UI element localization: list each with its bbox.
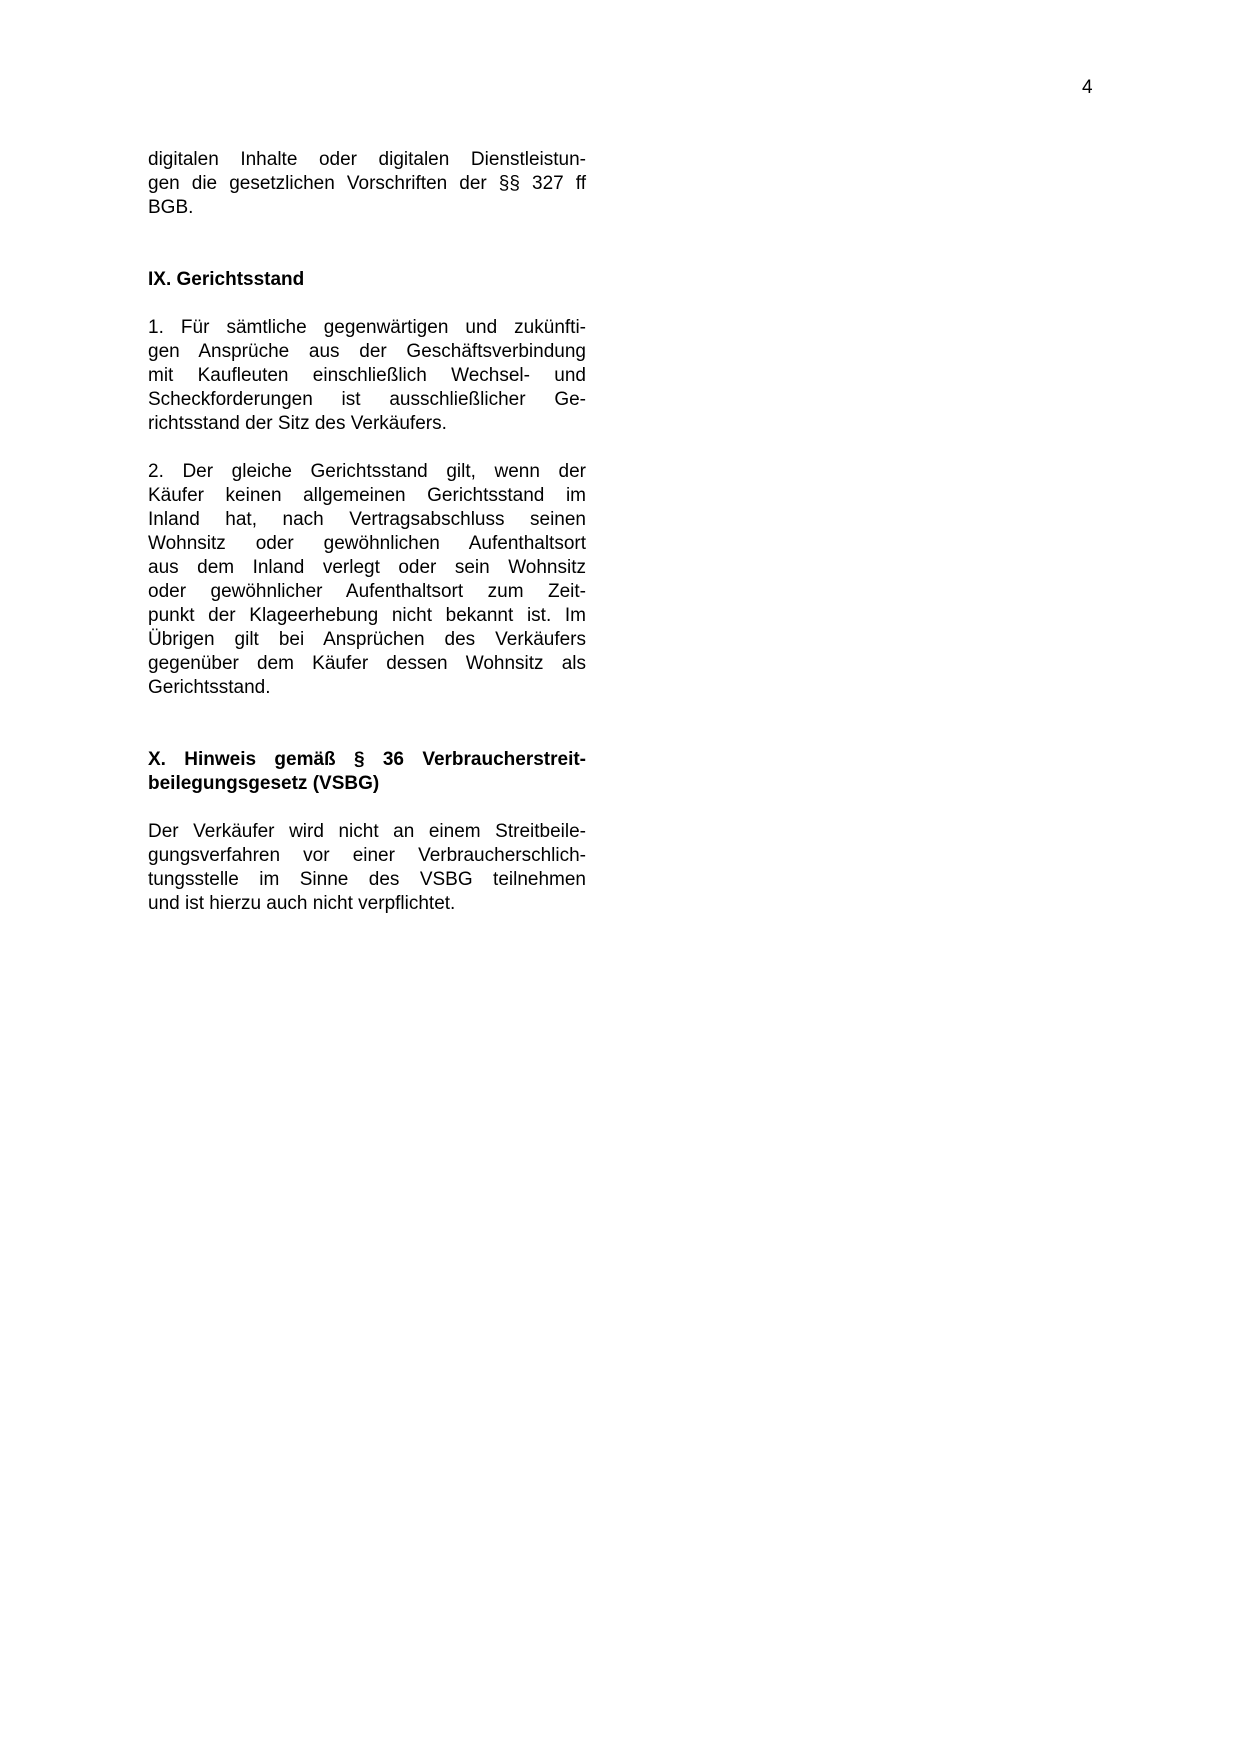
paragraph-line: Übrigen gilt bei Ansprüchen des Verkäufers	[148, 629, 586, 650]
paragraph-line: tungsstelle im Sinne des VSBG teilnehmen	[148, 869, 586, 890]
section-x-paragraph	[148, 820, 586, 916]
paragraph-line: Gerichtsstand.	[148, 677, 271, 698]
paragraph-line: aus dem Inland verlegt oder sein Wohnsitz	[148, 557, 586, 578]
section-ix-paragraph-1	[148, 316, 586, 436]
paragraph-line: gegenüber dem Käufer dessen Wohnsitz als	[148, 653, 586, 674]
section-ix-paragraph-2	[148, 460, 586, 700]
paragraph-line: Inland hat, nach Vertragsabschluss seinen	[148, 509, 586, 530]
continuation-paragraph	[148, 148, 586, 220]
paragraph-line: gen Ansprüche aus der Geschäftsverbindung	[148, 341, 586, 362]
paragraph-line: mit Kaufleuten einschließlich Wechsel- und	[148, 365, 586, 386]
paragraph-line: und ist hierzu auch nicht verpflichtet.	[148, 893, 456, 914]
paragraph-line: punkt der Klageerhebung nicht bekannt ist. Im	[148, 605, 586, 626]
paragraph-line: richtsstand der Sitz des Verkäufers.	[148, 413, 447, 434]
heading-line: X. Hinweis gemäß § 36 Verbraucherstreit-	[148, 749, 586, 770]
paragraph-line: 2. Der gleiche Gerichtsstand gilt, wenn der	[148, 461, 586, 482]
section-heading-x	[148, 748, 586, 796]
paragraph-line: Der Verkäufer wird nicht an einem Streitbeile-	[148, 821, 586, 842]
paragraph-line: 1. Für sämtliche gegenwärtigen und zukünfti-	[148, 317, 586, 338]
paragraph-line: gungsverfahren vor einer Verbraucherschlich-	[148, 845, 586, 866]
heading-line: beilegungsgesetz (VSBG)	[148, 773, 380, 794]
paragraph-line: gen die gesetzlichen Vorschriften der §§ 327 ff	[148, 173, 586, 194]
paragraph-line: Käufer keinen allgemeinen Gerichtsstand im	[148, 485, 586, 506]
page-number: 4	[1082, 77, 1093, 98]
paragraph-line: oder gewöhnlicher Aufenthaltsort zum Zeit-	[148, 581, 586, 602]
paragraph-line: Scheckforderungen ist ausschließlicher Ge-	[148, 389, 586, 410]
paragraph-line: BGB.	[148, 197, 194, 218]
section-heading-ix: IX. Gerichtsstand	[148, 269, 305, 290]
paragraph-line: digitalen Inhalte oder digitalen Dienstleistun-	[148, 149, 586, 170]
text-column	[148, 148, 586, 916]
paragraph-line: Wohnsitz oder gewöhnlichen Aufenthaltsort	[148, 533, 586, 554]
